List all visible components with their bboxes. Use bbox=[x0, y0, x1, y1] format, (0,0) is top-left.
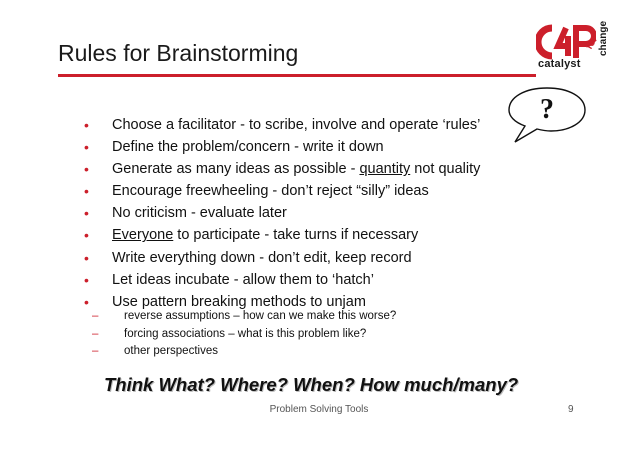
bullet-marker: • bbox=[84, 249, 89, 266]
title-underline bbox=[58, 74, 536, 77]
rule-text: Let ideas incubate - allow them to ‘hatch’ bbox=[112, 271, 374, 288]
rule-text: Define the problem/concern - write it down bbox=[112, 139, 384, 156]
dash-marker: – bbox=[92, 345, 99, 357]
footer-text: Problem Solving Tools bbox=[269, 404, 369, 415]
emphasized-word: Everyone bbox=[112, 227, 174, 244]
bullet-marker: • bbox=[84, 161, 89, 178]
logo-for-text: for bbox=[584, 34, 601, 52]
logo-brand-text: catalyst bbox=[538, 58, 581, 70]
emphasized-word: quantity bbox=[359, 161, 411, 178]
rule-item bbox=[84, 136, 480, 158]
rule-item bbox=[84, 158, 480, 180]
rule-item bbox=[84, 202, 480, 224]
rule-item bbox=[84, 269, 480, 291]
method-text: forcing associations – what is this problem like? bbox=[124, 327, 367, 340]
rule-item bbox=[84, 247, 480, 269]
rule-text: Encourage freewheeling - don’t reject “silly” ideas bbox=[112, 183, 429, 200]
slide-title: Rules for Brainstorming bbox=[58, 40, 299, 66]
catalyst-for-change-logo bbox=[530, 18, 628, 82]
bullet-marker: • bbox=[84, 117, 89, 133]
rule-item bbox=[84, 224, 480, 246]
bullet-marker: • bbox=[84, 205, 89, 222]
question-speech-bubble bbox=[505, 84, 589, 146]
rule-text: Use pattern breaking methods to unjam bbox=[112, 293, 366, 310]
dash-marker: – bbox=[92, 310, 99, 322]
method-text: other perspectives bbox=[124, 345, 218, 357]
bullet-marker: • bbox=[84, 271, 89, 288]
bubble-question-mark: ? bbox=[540, 94, 554, 125]
rule-item bbox=[84, 180, 480, 202]
bullet-marker: • bbox=[84, 293, 89, 310]
methods-sublist bbox=[84, 308, 396, 361]
rule-text: No criticism - evaluate later bbox=[112, 205, 287, 222]
method-item bbox=[84, 343, 396, 361]
rule-text: to participate - take turns if necessary bbox=[173, 227, 419, 244]
method-text: reverse assumptions – how can we make this worse? bbox=[124, 310, 397, 322]
logo-change-text: change bbox=[598, 20, 609, 56]
method-item bbox=[84, 326, 396, 344]
method-item bbox=[84, 308, 396, 326]
rules-list bbox=[84, 114, 480, 313]
page-number: 9 bbox=[568, 404, 574, 415]
bullet-marker: • bbox=[84, 139, 89, 156]
rule-text: not quality bbox=[410, 161, 481, 178]
rule-item bbox=[84, 114, 480, 136]
rule-text: Choose a facilitator - to scribe, involve and operate ‘rules’ bbox=[112, 117, 481, 133]
summary-questions: Think What? Where? When? How much/many? bbox=[104, 374, 519, 395]
bullet-marker: • bbox=[84, 183, 89, 200]
dash-marker: – bbox=[92, 327, 99, 340]
bullet-marker: • bbox=[84, 227, 89, 244]
rule-text: Write everything down - don’t edit, keep record bbox=[112, 249, 412, 266]
rule-text: Generate as many ideas as possible - bbox=[112, 161, 360, 178]
